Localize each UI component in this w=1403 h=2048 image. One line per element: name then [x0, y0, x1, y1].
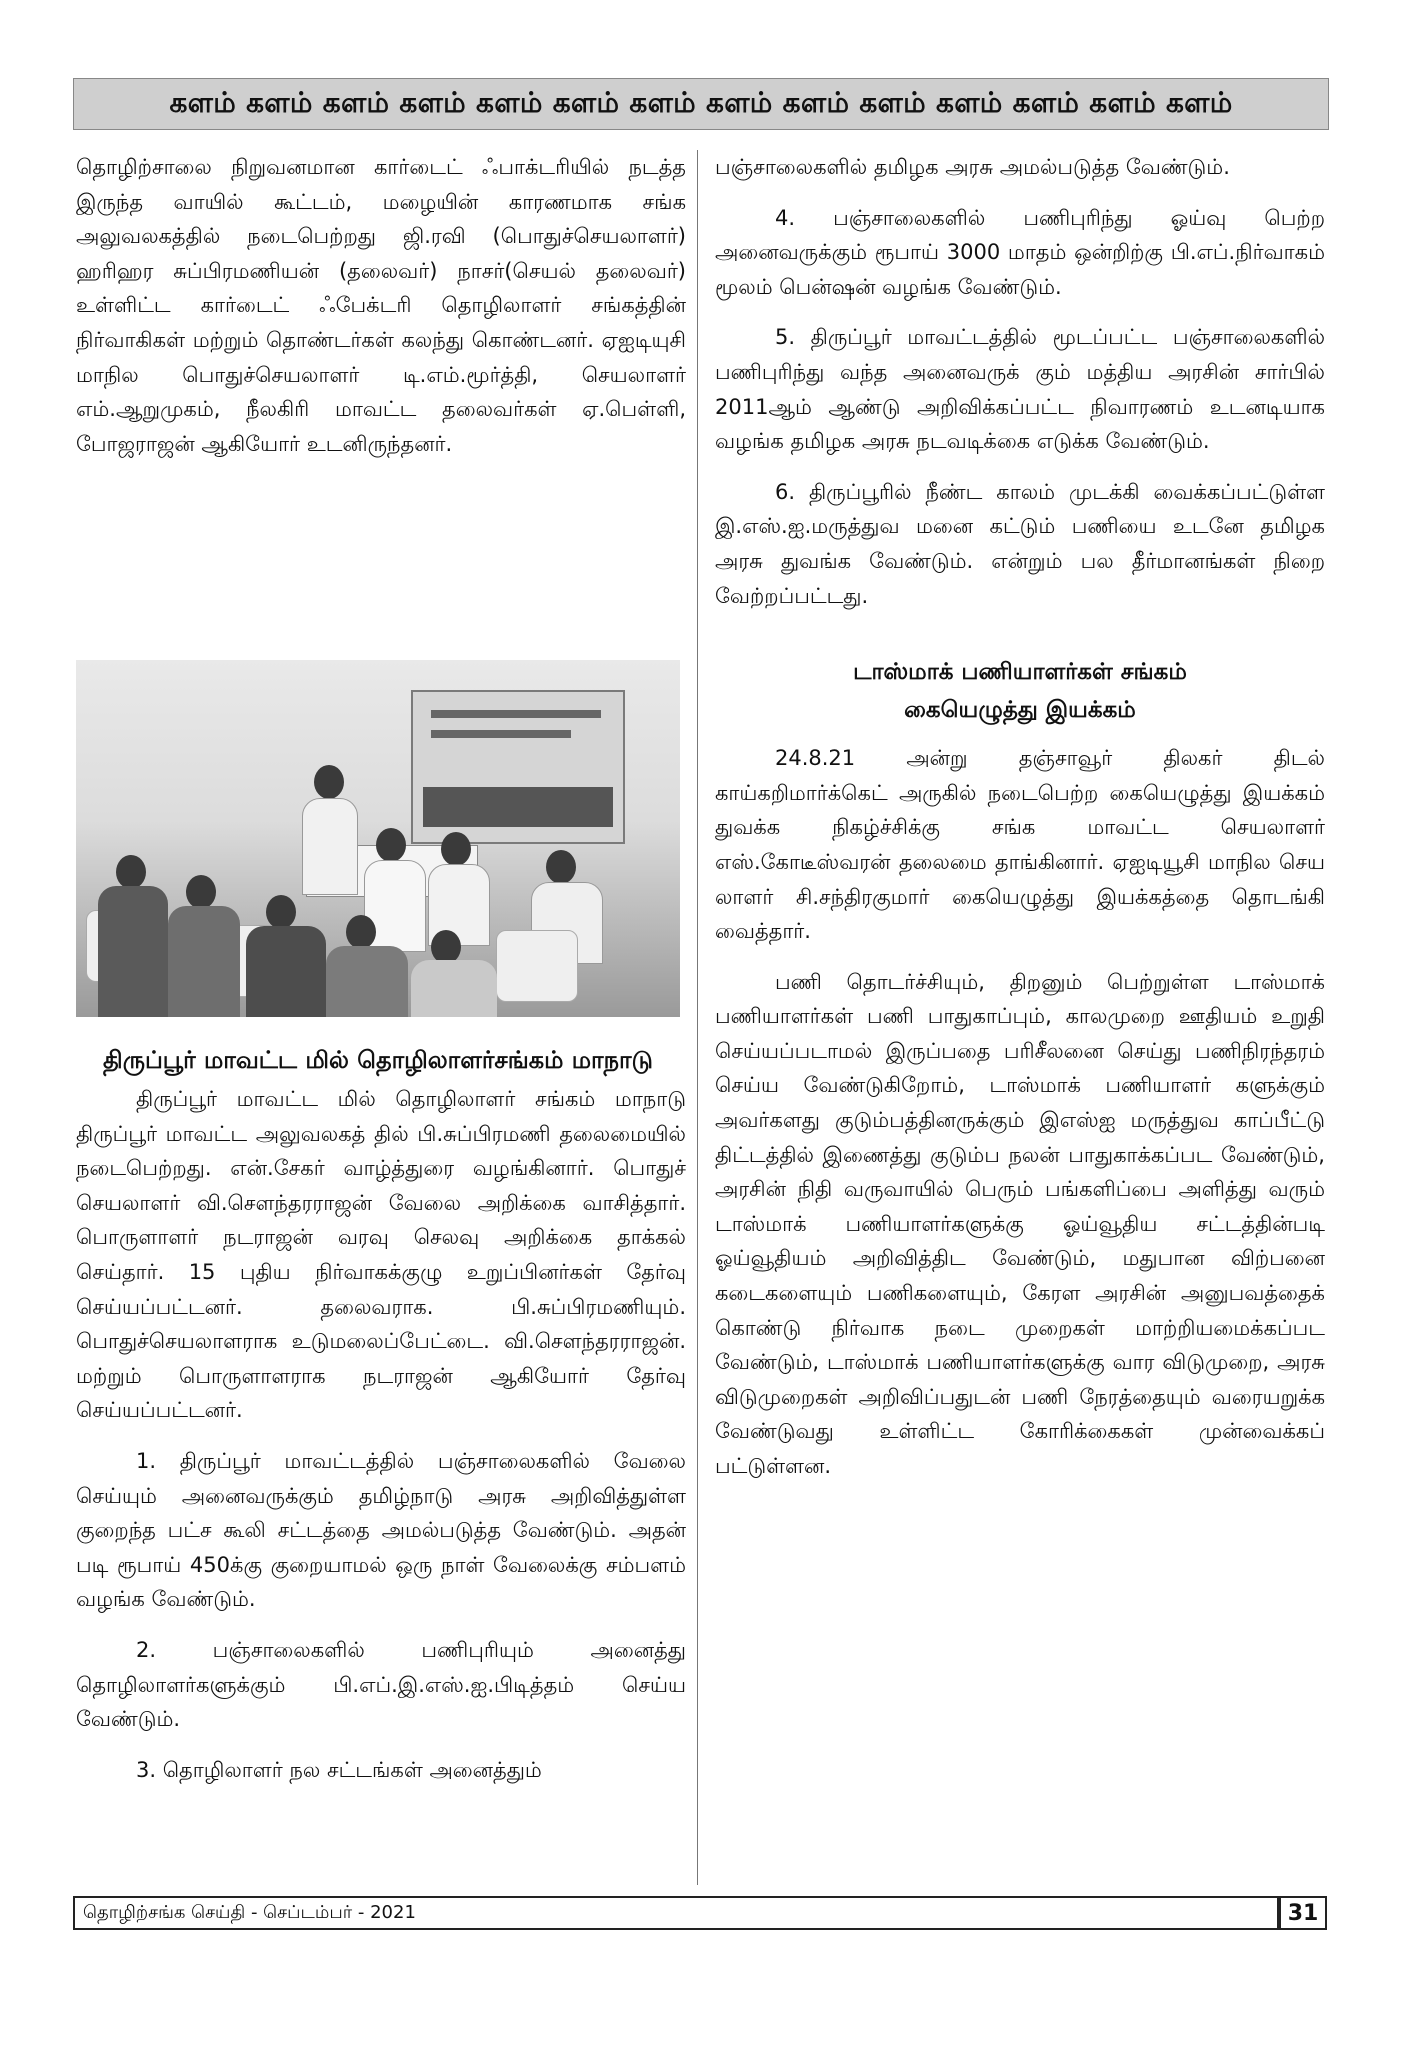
page-footer — [73, 1896, 1327, 1930]
section-banner: களம் களம் களம் களம் களம் களம் களம் களம் களம் களம் களம் களம் களம் களம் — [73, 78, 1329, 130]
person-head — [186, 875, 216, 909]
publication-name: தொழிற்சங்க செய்தி - செப்டம்பர் - 2021 — [83, 1901, 416, 1923]
resolution-item: 5. திருப்பூர் மாவட்டத்தில் மூடப்பட்ட பஞ்சாலைகளில் பணிபுரிந்து வந்த அனைவருக் கும் மத்திய அரசின் சார்பில் 2011ஆம் ஆண்டு அறிவிக்கப்பட்ட நிவாரணம் உடனடியாக வழங்க தமிழக அரசு நடவடிக்கை எடுக்க வேண்டும். — [715, 325, 1325, 454]
person-head — [314, 765, 344, 799]
resolution-item: 3. தொழிலாளர் நல சட்டங்கள் அனைத்தும் — [136, 1757, 542, 1782]
banner-line — [431, 730, 571, 738]
chair — [496, 930, 578, 1002]
person-head — [376, 828, 406, 862]
resolution-item: 6. திருப்பூரில் நீண்ட காலம் முடக்கி வைக்கப்பட்டுள்ள இ.எஸ்.ஐ.மருத்துவ மனை கட்டும் பணியை உடனே தமிழக அரசு துவங்க வேண்டும். என்றும் பல தீர்மானங்கள் நிறை வேற்றப்பட்டது. — [715, 479, 1325, 608]
article-heading-line2: கையெழுத்து இயக்கம் — [904, 697, 1136, 724]
right-column — [715, 150, 1325, 1500]
person-body — [168, 906, 240, 1017]
person-body — [411, 960, 497, 1017]
article-paragraph: பணி தொடர்ச்சியும், திறனும் பெற்றுள்ள டாஸ்மாக் பணியாளர்கள் பணி பாதுகாப்பும், காலமுறை ஊதியம் உறுதி செய்யப்படாமல் இருப்பதை பரிசீலனை செய்து பணிநிரந்தரம் செய்ய வேண்டுகிறோம், டாஸ்மாக் பணியாளர் களுக்கும் அவர்களது குடும்பத்தினருக்கும் இஎஸ்ஐ மருத்துவ காப்பீட்டு திட்டத்தில் இணைத்து குடும்ப நலன் பாதுகாக்கப்பட வேண்டும், அரசின் நிதி வருவாயில் பெரும் பங்களிப்பை அளித்து வரும் டாஸ்மாக் பணியாளர்களுக்கு ஓய்வூதிய சட்டத்தின்படி ஓய்வூதியம் அறிவித்திட வேண்டும், மதுபான விற்பனை கடைகளையும் பணிகளையும், கேரள அரசின் அனுபவத்தைக் கொண்டு நிர்வாக நடை முறைகள் மாற்றியமைக்கப்பட வேண்டும், டாஸ்மாக் பணியாளர்களுக்கு வார விடுமுறை, அரசு விடுமுறைகள் அறிவிப்பதுடன் பணி நேரத்தையும் வரையறுக்க வேண்டுவது உள்ளிட்ட கோரிக்கைகள் முன்வைக்கப் பட்டுள்ளன. — [715, 969, 1325, 1478]
article-paragraph: 24.8.21 அன்று தஞ்சாவூர் திலகர் திடல் காய்கறிமார்க்கெட் அருகில் நடைபெற்ற கையெழுத்து இயக்கம் துவக்க நிகழ்ச்சிக்கு சங்க மாவட்ட செயலாளர் எஸ்.கோடீஸ்வரன் தலைமை தாங்கினார். ஏஐடியூசி மாநில செய லாளர் சி.சந்திரகுமார் கையெழுத்து இயக்கத்தை தொடங்கி வைத்தார். — [715, 746, 1325, 944]
resolution-item: 1. திருப்பூர் மாவட்டத்தில் பஞ்சாலைகளில் வேலை செய்யும் அனைவருக்கும் தமிழ்நாடு அரசு அறிவித்துள்ள குறைந்த பட்ச கூலி சட்டத்தை அமல்படுத்த வேண்டும். அதன் படி ரூபாய் 450க்கு குறையாமல் ஒரு நாள் வேலைக்கு சம்பளம் வழங்க வேண்டும். — [76, 1448, 686, 1612]
meeting-photo — [76, 660, 680, 1017]
left-column — [76, 150, 686, 477]
person-head — [266, 895, 296, 929]
column-divider — [697, 150, 698, 1885]
person-body — [326, 946, 408, 1017]
person-head — [346, 915, 376, 949]
page-number: 31 — [1277, 1898, 1325, 1928]
left-column-lower — [76, 1082, 686, 1803]
person-head — [431, 930, 461, 964]
banner-line — [431, 710, 601, 718]
article-heading-line1: டாஸ்மாக் பணியாளர்கள் சங்கம் — [853, 659, 1187, 686]
person-body — [246, 926, 326, 1017]
article-paragraph: பஞ்சாலைகளில் தமிழக அரசு அமல்படுத்த வேண்டும். — [715, 155, 1230, 179]
person-body — [98, 886, 168, 1017]
article-paragraph: தொழிற்சாலை நிறுவனமான கார்டைட் ஃபாக்டரியில் நடத்த இருந்த வாயில் கூட்டம், மழையின் காரணமாக சங்க அலுவலகத்தில் நடைபெற்றது ஜி.ரவி (பொதுச்செயலாளர்) ஹரிஹர சுப்பிரமணியன் (தலைவர்) நாசர்(செயல் தலைவர்) உள்ளிட்ட கார்டைட் ஃபேக்டரி தொழிலாளர் சங்கத்தின் நிர்வாகிகள் மற்றும் தொண்டர்கள் கலந்து கொண்டனர். ஏஐடியுசி மாநில பொதுச்செயலாளர் டி.எம்.மூர்த்தி, செயலாளர் எம்.ஆறுமுகம், நீலகிரி மாவட்ட தலைவர்கள் ஏ.பெள்ளி, போஜராஜன் ஆகியோர் உடனிருந்தனர். — [76, 155, 686, 456]
person-head — [441, 832, 471, 866]
person-body — [302, 798, 358, 895]
resolution-item: 4. பஞ்சாலைகளில் பணிபுரிந்து ஓய்வு பெற்ற அனைவருக்கும் ரூபாய் 3000 மாதம் ஒன்றிற்கு பி.எப்.நிர்வாகம் மூலம் பென்ஷன் வழங்க வேண்டும். — [715, 205, 1325, 299]
person-head — [116, 855, 146, 889]
banner-line — [423, 787, 613, 827]
resolution-item: 2. பஞ்சாலைகளில் பணிபுரியும் அனைத்து தொழிலாளர்களுக்கும் பி.எப்.இ.எஸ்.ஐ.பிடித்தம் செய்ய வேண்டும். — [76, 1637, 686, 1732]
article-paragraph: திருப்பூர் மாவட்ட மில் தொழிலாளர் சங்கம் மாநாடு திருப்பூர் மாவட்ட அலுவலகத் தில் பி.சுப்பிரமணி தலைமையில் நடைபெற்றது. என்.சேகர் வாழ்த்துரை வழங்கினார். பொதுச் செயலாளர் வி.செளந்தரராஜன் வேலை அறிக்கை வாசித்தார். பொருளாளர் நடராஜன் வரவு செலவு அறிக்கை தாக்கல் செய்தார். 15 புதிய நிர்வாகக்குழு உறுப்பினர்கள் தேர்வு செய்யப்பட்டனர். தலைவராக. பி.சுப்பிரமணியும். பொதுச்செயலாளராக உடுமலைப்பேட்டை. வி.செளந்தரராஜன். மற்றும் பொருளாளராக நடராஜன் ஆகியோர் தேர்வு செய்யப்பட்டனர். — [76, 1087, 686, 1423]
photo-caption: திருப்பூர் மாவட்ட மில் தொழிலாளர்சங்கம் மாநாடு — [103, 1046, 653, 1074]
stage-banner — [411, 690, 625, 844]
article-heading — [715, 653, 1325, 729]
person-head — [546, 850, 576, 884]
